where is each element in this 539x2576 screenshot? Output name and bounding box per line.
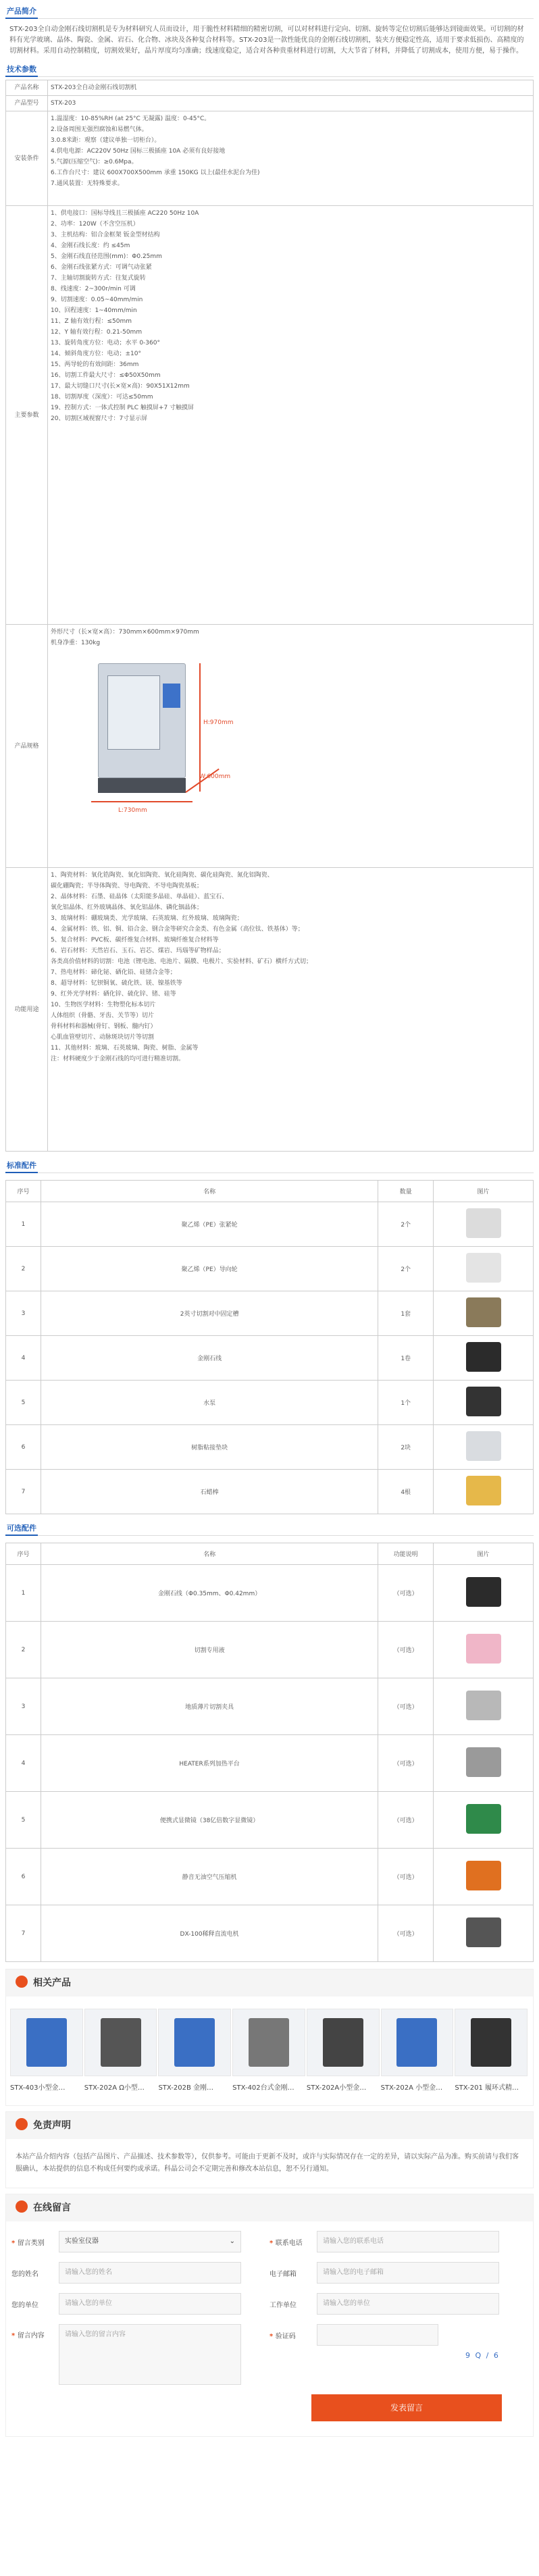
param-line: 8、超导材料：钇钡铜氧、硫化铁、镁、镍基铁等 (51, 980, 182, 987)
param-key: 主要参数 (6, 206, 48, 625)
item-image (466, 1861, 501, 1890)
param-row (6, 868, 534, 1152)
param-line: 2.设备周围无强烈腐蚀和易燃气体。 (51, 126, 148, 133)
param-line: 3、主机结构：铝合金框架 钣金型材结构 (51, 232, 160, 238)
item-image (466, 1804, 501, 1834)
row-number: 6 (6, 1425, 41, 1470)
product-name[interactable]: STX-202B 金刚… (158, 2084, 213, 2092)
param-line: STX-203全自动金刚石线切割机 (51, 84, 137, 91)
param-line: 人体组织（骨骼、牙齿、关节等）切片 (51, 1012, 155, 1019)
optional-section-title: 可选配件 (5, 1521, 534, 1536)
param-line: 9、红外光学材料：硒化锌、硫化锌、锗、硅等 (51, 991, 176, 998)
item-qty: 4根 (378, 1470, 434, 1514)
captcha-image[interactable]: 9 Q / 6 (465, 2351, 500, 2360)
item-note: （可选） (378, 1905, 434, 1962)
param-line: 外形尺寸（长×宽×高）：730mm×600mm×970mm (51, 629, 199, 636)
row-number: 6 (6, 1849, 41, 1905)
standard-table (5, 1180, 534, 1514)
captcha-input[interactable] (317, 2324, 438, 2346)
item-name: 石蜡棒 (41, 1470, 378, 1514)
param-line: 9、切割速度：0.05~40mm/min (51, 297, 143, 303)
item-name: 水泵 (41, 1381, 378, 1425)
param-key: 功能用途 (6, 868, 48, 1152)
product-name[interactable]: STX-403小型金… (10, 2084, 66, 2092)
item-name: 树脂粘接垫块 (41, 1425, 378, 1470)
item-image-cell (434, 1678, 534, 1735)
param-line: 7、热电材料：碲化铋、硒化铅、硅锗合金等； (51, 969, 176, 976)
chevron-down-icon: ⌄ (229, 2238, 235, 2245)
table-row (6, 1735, 534, 1792)
item-image-cell (434, 1291, 534, 1336)
disclaimer-block (5, 2111, 534, 2188)
inquiry-block (5, 2194, 534, 2437)
tech-section-title: 技术参数 (5, 62, 534, 77)
param-line: 1.温湿度：10-85%RH (at 25°C 无凝露) 温度：0-45°C。 (51, 115, 211, 122)
item-image (466, 1431, 501, 1461)
info-icon (16, 2118, 28, 2130)
param-line: 6.工作台尺寸：建议 600X700X500mm 承重 150KG 以上(最佳水泥台为佳) (51, 170, 260, 176)
item-image-cell (434, 1381, 534, 1425)
row-number: 5 (6, 1792, 41, 1849)
item-image-cell (434, 1336, 534, 1381)
param-line: 13、旋转角度方位：电动；水平 0-360° (51, 340, 160, 346)
dimension-label: L:730mm (118, 807, 147, 814)
col-header: 序号 (6, 1543, 41, 1565)
table-row (6, 1905, 534, 1962)
param-line: 7.通风装置：无特殊要求。 (51, 180, 124, 187)
related-product-card[interactable] (232, 2009, 305, 2092)
submit-button[interactable]: 发表留言 (311, 2394, 502, 2421)
param-line: 3、玻璃材料：硼玻璃类、光学玻璃、石英玻璃、红外玻璃、玻璃陶瓷； (51, 915, 243, 922)
item-name: 金刚石线（Φ0.35mm、Φ0.42mm） (41, 1565, 378, 1622)
row-number: 4 (6, 1336, 41, 1381)
inquiry-form (6, 2221, 533, 2436)
item-qty: 2个 (378, 1247, 434, 1291)
param-key: 安装条件 (6, 111, 48, 206)
product-name[interactable]: STX-202A Ω小型… (84, 2084, 145, 2092)
row-number: 2 (6, 1622, 41, 1678)
param-line: 5.气源(压缩空气)：≥0.6Mpa。 (51, 159, 138, 165)
item-note: （可选） (378, 1735, 434, 1792)
param-line: 11、其他材料：玻璃、石英玻璃、陶瓷、树脂、金属等 (51, 1045, 199, 1052)
param-line: 16、切割工件最大尺寸：≤Φ50X50mm (51, 372, 161, 379)
product-image[interactable] (307, 2009, 380, 2076)
param-row (6, 206, 534, 625)
row-number: 4 (6, 1735, 41, 1792)
param-line: 11、Z 轴有效行程：≤50mm (51, 318, 132, 325)
item-image (466, 1208, 501, 1238)
item-name: 地质薄片切割夹具 (41, 1678, 378, 1735)
related-products-header: 相关产品 (6, 1969, 533, 1997)
item-note: （可选） (378, 1678, 434, 1735)
intro-section-title: 产品简介 (5, 4, 534, 19)
item-name: 金刚石线 (41, 1336, 378, 1381)
product-image[interactable] (455, 2009, 528, 2076)
row-number: 5 (6, 1381, 41, 1425)
machine-image (78, 656, 233, 819)
product-name[interactable]: STX-202A小型金… (306, 2084, 367, 2092)
name-input[interactable]: 请输入您的姓名 (59, 2262, 241, 2284)
related-products-list (6, 1997, 533, 2105)
inquiry-header: 在线留言 (6, 2194, 533, 2221)
email-label: 电子邮箱 (270, 2270, 297, 2278)
related-product-card[interactable] (10, 2009, 83, 2092)
item-note: （可选） (378, 1622, 434, 1678)
related-product-card[interactable] (307, 2009, 380, 2092)
message-icon (16, 2200, 28, 2213)
item-image-cell (434, 1470, 534, 1514)
param-line: 10、生物医学材料：生物塑化标本切片 (51, 1002, 156, 1008)
product-image[interactable] (232, 2009, 305, 2076)
param-line: 1、陶瓷材料：氧化锆陶瓷、氧化铝陶瓷、氧化硅陶瓷、碳化硅陶瓷、氮化铝陶瓷、 (51, 872, 274, 879)
param-line: 注：材料硬度少于金刚石线的均可进行精准切割。 (51, 1056, 185, 1062)
param-line: 各类高价值材料的切割：电池（锂电池、电池片、隔膜、电极片、实验材料、矿石）横纤方式切； (51, 958, 313, 965)
item-image-cell (434, 1622, 534, 1678)
item-image-cell (434, 1905, 534, 1962)
product-image[interactable] (10, 2009, 83, 2076)
param-line: 6、岩石材料：天然岩石、玉石、岩芯、煤岩、玛瑙等矿物样品； (51, 948, 225, 954)
item-image-cell (434, 1425, 534, 1470)
standard-section-title: 标准配件 (5, 1158, 534, 1173)
param-key: 产品名称 (6, 80, 48, 96)
product-name[interactable]: STX-402台式金刚… (232, 2084, 294, 2092)
param-line: 机身净重：130kg (51, 640, 101, 646)
content-label: * 留言内容 (11, 2332, 45, 2340)
item-note: （可选） (378, 1792, 434, 1849)
param-line: 2、晶体材料：石墨、硅晶体（太阳能多晶硅、单晶硅）、蓝宝石、 (51, 894, 228, 900)
item-note: （可选） (378, 1849, 434, 1905)
disclaimer-text: 本站产品介绍内容（包括产品图片、产品描述、技术参数等），仅供参考。可能由于更新不及时，或许与实际情况存在一定的差异，请以实际产品为准。购买前请与我们客服确认，本站提供的信息不构成任何要约或承诺。科晶公司会不定期完善和修改本站信息，恕不另行通知。 (16, 2153, 519, 2173)
param-value (48, 80, 534, 96)
param-line: 5、金刚石线直径范围(mm)：Φ0.25mm (51, 253, 162, 260)
table-row (6, 1470, 534, 1514)
param-line: 骨科材料和器械(骨钉、钢板、髓内钉） (51, 1023, 157, 1030)
param-line: 14、倾斜角度方位：电动；±10° (51, 351, 141, 357)
item-image-cell (434, 1202, 534, 1247)
table-row (6, 1622, 534, 1678)
col-header: 名称 (41, 1543, 378, 1565)
col-header: 序号 (6, 1181, 41, 1202)
item-image (466, 1634, 501, 1664)
item-image-cell (434, 1565, 534, 1622)
item-name: 聚乙烯（PE）张紧轮 (41, 1202, 378, 1247)
tech-params-table (5, 80, 534, 1152)
param-line: 5、复合材料：PVC板、碳纤维复合材料、玻璃纤维复合材料等 (51, 937, 219, 944)
param-row (6, 111, 534, 206)
phone-input[interactable]: 请输入您的联系电话 (317, 2231, 499, 2252)
col-header: 功能说明 (378, 1543, 434, 1565)
item-name: HEATER系列加热平台 (41, 1735, 378, 1792)
work-input[interactable]: 请输入您的单位 (317, 2293, 499, 2315)
table-row (6, 1336, 534, 1381)
col-header: 数量 (378, 1181, 434, 1202)
product-image[interactable] (158, 2009, 231, 2076)
param-line: 4.供电电源：AC220V 50Hz 国标三极插座 10A 必须有良好接地 (51, 148, 226, 155)
item-qty: 1套 (378, 1291, 434, 1336)
table-row (6, 1202, 534, 1247)
row-number: 1 (6, 1202, 41, 1247)
item-image (466, 1476, 501, 1505)
item-qty: 2块 (378, 1425, 434, 1470)
row-number: 3 (6, 1678, 41, 1735)
param-line: 19、控制方式：一体式控制 PLC 触摸屏+7 寸触摸屏 (51, 405, 195, 411)
table-row (6, 1565, 534, 1622)
item-qty: 2个 (378, 1202, 434, 1247)
item-image (466, 1387, 501, 1416)
product-image[interactable] (381, 2009, 454, 2076)
item-qty: 1卷 (378, 1336, 434, 1381)
item-name: DX-100稀释直流电机 (41, 1905, 378, 1962)
param-value (48, 96, 534, 111)
param-line: 4、金属材料：铁、铝、铜、铅合金、钢合金等研究合金类、有色金属（高位钛、铁基体）等； (51, 926, 304, 933)
param-line: 8、线速度：2~300r/min 可调 (51, 286, 136, 292)
param-row (6, 80, 534, 96)
intro-text: STX-203全自动金刚石线切割机是专为材料研究人员而设计，用于脆性材料精细的精密切割，可以对材料进行定向、切割、旋转等定位切割后能够达到镜面效果。可切割的材料有光学玻璃、晶体、陶瓷、金属、岩石、化合物、冰块及各种复合材料等。STX-203是一款性能优良的金刚石线切割机，装夹方便稳定性高，适用于要求低损伤、高精度的切割材料。采用自动控制精度，切割效果好，晶片厚度均匀准确；线速度稳定，适合对各种贵重材料进行切割，大大节省了材料，并降低了切割成本，使用方便，易于操作。 (9, 26, 524, 55)
param-line: 20、切割区域视窗尺寸：7寸显示屏 (51, 415, 148, 422)
dimension-label: H:970mm (203, 719, 234, 726)
item-image-cell (434, 1247, 534, 1291)
grid-icon (16, 1976, 28, 1988)
param-row (6, 96, 534, 111)
company-input[interactable]: 请输入您的单位 (59, 2293, 241, 2315)
param-line: 18、切割厚度（深度）：可达≤50mm (51, 394, 153, 401)
dimension-label: W:600mm (199, 773, 231, 780)
item-name: 静音无油空气压缩机 (41, 1849, 378, 1905)
param-line: 15、两导轮的有效间距：36mm (51, 361, 139, 368)
param-value (48, 868, 534, 1152)
param-value (48, 206, 534, 625)
name-label: 您的姓名 (11, 2270, 38, 2278)
item-image (466, 1747, 501, 1777)
work-label: 工作单位 (270, 2301, 297, 2309)
item-name: 便携式显微镜（38亿倍数字显微镜） (41, 1792, 378, 1849)
item-image-cell (434, 1792, 534, 1849)
product-name[interactable]: STX-201 履环式精… (455, 2084, 519, 2092)
content-textarea[interactable]: 请输入您的留言内容 (59, 2324, 241, 2385)
type-label: * 留言类别 (11, 2239, 45, 2247)
row-number: 7 (6, 1905, 41, 1962)
company-label: 您的单位 (11, 2301, 38, 2309)
table-row (6, 1425, 534, 1470)
col-header: 图片 (434, 1543, 534, 1565)
table-row (6, 1291, 534, 1336)
row-number: 1 (6, 1565, 41, 1622)
related-products-block (5, 1969, 534, 2106)
param-key: 产品规格 (6, 625, 48, 868)
param-line: 氧化铝晶体、红外玻璃晶体、氧化铝晶体、磷化铟晶体； (51, 904, 203, 911)
row-number: 3 (6, 1291, 41, 1336)
item-image (466, 1297, 501, 1327)
related-product-card[interactable] (455, 2009, 528, 2092)
item-note: （可选） (378, 1565, 434, 1622)
param-line: 7、主轴切割旋转方式：往复式旋转 (51, 275, 146, 282)
param-line: 1、供电接口：国标导线且三极插座 AC220 50Hz 10A (51, 210, 199, 217)
col-header: 图片 (434, 1181, 534, 1202)
param-line: 碳化硼陶瓷；半导体陶瓷、导电陶瓷、不导电陶瓷基板； (51, 883, 203, 890)
item-image (466, 1691, 501, 1720)
table-row (6, 1247, 534, 1291)
param-value (48, 111, 534, 206)
related-product-card[interactable] (381, 2009, 454, 2092)
item-image-cell (434, 1849, 534, 1905)
param-line: 12、Y 轴有效行程：0.21-50mm (51, 329, 143, 336)
param-line: STX-203 (51, 100, 76, 107)
product-image[interactable] (84, 2009, 157, 2076)
email-input[interactable]: 请输入您的电子邮箱 (317, 2262, 499, 2284)
param-line: 3.0.8米距：观察（建议单独一切柜台）。 (51, 137, 161, 144)
related-product-card[interactable] (84, 2009, 157, 2092)
item-name: 切割专用液 (41, 1622, 378, 1678)
param-line: 心肌血管壁切片、动脉斑块切片等切割 (51, 1034, 155, 1041)
related-product-card[interactable] (158, 2009, 231, 2092)
param-key: 产品型号 (6, 96, 48, 111)
item-image (466, 1917, 501, 1947)
table-row (6, 1849, 534, 1905)
param-line: 6、金刚石线张紧方式：可调气动张紧 (51, 264, 152, 271)
optional-table (5, 1543, 534, 1962)
param-value (48, 625, 534, 868)
item-qty: 1个 (378, 1381, 434, 1425)
param-line: 4、金刚石线长度：约 ≤45m (51, 242, 130, 249)
phone-label: * 联系电话 (270, 2239, 303, 2247)
item-image (466, 1253, 501, 1283)
param-row (6, 625, 534, 868)
param-line: 2、功率：120W（不含空压机） (51, 221, 139, 228)
item-name: 2英寸切割对中固定槽 (41, 1291, 378, 1336)
item-image-cell (434, 1735, 534, 1792)
item-name: 聚乙烯（PE）导向轮 (41, 1247, 378, 1291)
param-line: 17、最大切缝口尺寸(长×宽×高)：90X51X12mm (51, 383, 190, 390)
col-header: 名称 (41, 1181, 378, 1202)
captcha-label: * 验证码 (270, 2332, 296, 2340)
type-select[interactable]: 实验室仪器 ⌄ (59, 2231, 241, 2252)
item-image (466, 1342, 501, 1372)
row-number: 2 (6, 1247, 41, 1291)
table-row (6, 1381, 534, 1425)
table-row (6, 1678, 534, 1735)
row-number: 7 (6, 1470, 41, 1514)
product-name[interactable]: STX-202A 小型金… (380, 2084, 443, 2092)
item-image (466, 1577, 501, 1607)
param-line: 10、回程速度：1~40mm/min (51, 307, 137, 314)
disclaimer-header: 免责声明 (6, 2112, 533, 2139)
table-row (6, 1792, 534, 1849)
